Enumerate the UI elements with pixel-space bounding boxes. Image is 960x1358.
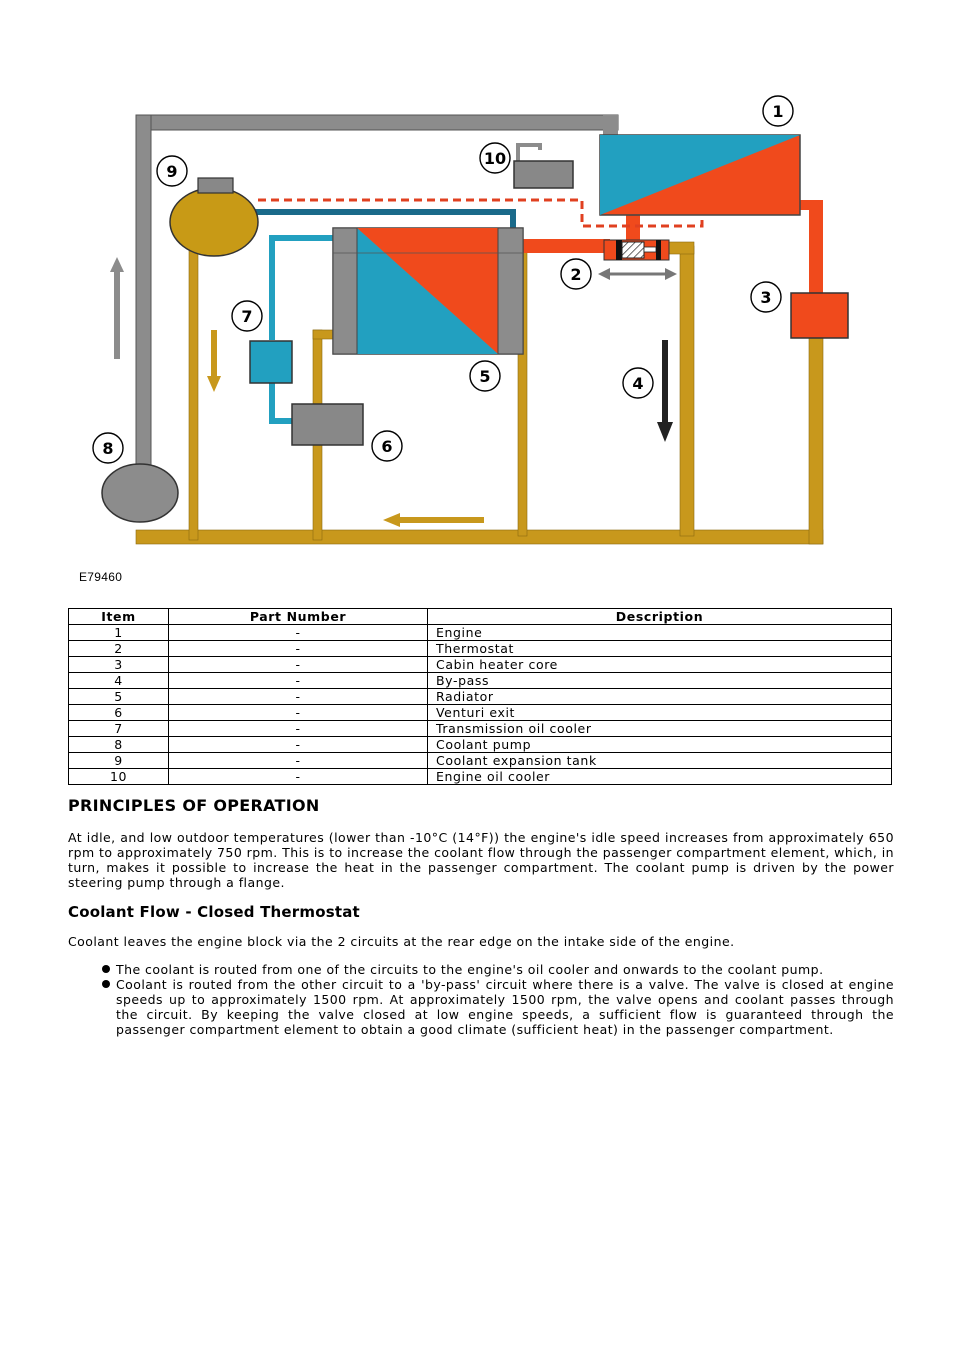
section-title: PRINCIPLES OF OPERATION — [68, 796, 320, 815]
flow-arrow-down-bypass — [657, 340, 673, 442]
cell-part-number: - — [169, 769, 428, 785]
engine — [600, 135, 800, 215]
header-item: Item — [69, 609, 169, 625]
coolant-pump — [102, 464, 178, 522]
cell-part-number: - — [169, 689, 428, 705]
cell-description: Transmission oil cooler — [428, 721, 892, 737]
cell-part-number: - — [169, 705, 428, 721]
bullet-text: The coolant is routed from one of the circuits to the engine's oil cooler and onwards to the coolant pump. — [116, 962, 824, 977]
cell-item: 1 — [69, 625, 169, 641]
cell-description: Radiator — [428, 689, 892, 705]
table-row — [69, 769, 892, 785]
callout-9 — [157, 156, 187, 186]
table-header-row — [69, 609, 892, 625]
callout-8 — [93, 433, 123, 463]
cabin-heater-core — [791, 293, 848, 338]
flow-arrow-up — [110, 257, 124, 359]
table-row — [69, 705, 892, 721]
callout-3-label: 3 — [760, 288, 772, 307]
callout-1-label: 1 — [772, 102, 784, 121]
cell-item: 7 — [69, 721, 169, 737]
parts-table-body — [69, 625, 892, 785]
callout-2-label: 2 — [570, 265, 582, 284]
header-description: Description — [428, 609, 892, 625]
table-row — [69, 641, 892, 657]
cell-part-number: - — [169, 721, 428, 737]
table-row — [69, 625, 892, 641]
table-row — [69, 657, 892, 673]
callout-2 — [561, 259, 591, 289]
cell-part-number: - — [169, 625, 428, 641]
header-part-number: Part Number — [169, 609, 428, 625]
callout-5 — [470, 361, 500, 391]
list-item — [68, 977, 894, 1037]
table-row — [69, 673, 892, 689]
radiator — [333, 228, 523, 354]
cell-item: 2 — [69, 641, 169, 657]
cell-description: Cabin heater core — [428, 657, 892, 673]
subsection-title: Coolant Flow - Closed Thermostat — [68, 903, 360, 921]
cell-description: Coolant expansion tank — [428, 753, 892, 769]
cell-item: 6 — [69, 705, 169, 721]
table-row — [69, 753, 892, 769]
coolant-expansion-tank — [170, 178, 258, 256]
engine-oil-cooler — [514, 161, 573, 188]
cell-description: Coolant pump — [428, 737, 892, 753]
flow-arrow-left — [383, 513, 484, 527]
callout-6 — [372, 431, 402, 461]
bullet-list — [68, 962, 894, 1037]
cell-item: 3 — [69, 657, 169, 673]
thermostat — [604, 240, 669, 260]
callout-10 — [480, 143, 510, 173]
cooling-system-diagram — [0, 0, 960, 590]
callout-7-label: 7 — [241, 307, 253, 326]
transmission-oil-cooler — [250, 341, 292, 383]
callout-4 — [623, 368, 653, 398]
callout-3 — [751, 282, 781, 312]
callout-4-label: 4 — [632, 374, 644, 393]
parts-table — [68, 608, 892, 785]
callout-6-label: 6 — [381, 437, 393, 456]
table-row — [69, 721, 892, 737]
callout-8-label: 8 — [102, 439, 114, 458]
subsection-intro: Coolant leaves the engine block via the 2 circuits at the rear edge on the intake side of the engine. — [68, 934, 735, 949]
bullet-dot — [102, 965, 110, 973]
bullet-text: Coolant is routed from the other circuit to a 'by-pass' circuit where there is a valve. The valve is closed at engine speeds up to approximately 1500 rpm. At approximately 1500 rpm, the valve opens and coolant passes through the circuit. By keeping the valve closed at low engine speeds, a sufficient flow is guaranteed through the passenger compartment element to obtain a good climate (sufficient heat) in the passenger compartment. — [116, 977, 894, 1037]
cell-description: By-pass — [428, 673, 892, 689]
cell-item: 5 — [69, 689, 169, 705]
cell-item: 10 — [69, 769, 169, 785]
table-row — [69, 689, 892, 705]
list-item — [68, 962, 894, 977]
cell-item: 9 — [69, 753, 169, 769]
cell-description: Engine oil cooler — [428, 769, 892, 785]
cell-item: 4 — [69, 673, 169, 689]
cell-part-number: - — [169, 641, 428, 657]
callout-10-label: 10 — [483, 149, 507, 168]
table-row — [69, 737, 892, 753]
callout-9-label: 9 — [166, 162, 178, 181]
cell-item: 8 — [69, 737, 169, 753]
intro-paragraph: At idle, and low outdoor temperatures (lower than -10°C (14°F)) the engine's idle speed increases from approximately 650 rpm to approximately 750 rpm. This is to increase the coolant flow through the passenger compartment element, which, in turn, makes it possible to increase the heat in the passenger compartment. The coolant pump is driven by the power steering pump through a flange. — [68, 830, 894, 890]
cell-part-number: - — [169, 753, 428, 769]
cell-description: Venturi exit — [428, 705, 892, 721]
cell-description: Thermostat — [428, 641, 892, 657]
thermostat-double-arrow — [598, 268, 677, 280]
figure-id: E79460 — [79, 570, 123, 584]
cell-part-number: - — [169, 737, 428, 753]
callout-5-label: 5 — [479, 367, 491, 386]
callout-7 — [232, 301, 262, 331]
cell-description: Engine — [428, 625, 892, 641]
callout-1 — [763, 96, 793, 126]
flow-arrow-down-small — [207, 330, 221, 392]
bullet-dot — [102, 980, 110, 988]
venturi-exit — [292, 404, 363, 445]
cell-part-number: - — [169, 657, 428, 673]
cell-part-number: - — [169, 673, 428, 689]
